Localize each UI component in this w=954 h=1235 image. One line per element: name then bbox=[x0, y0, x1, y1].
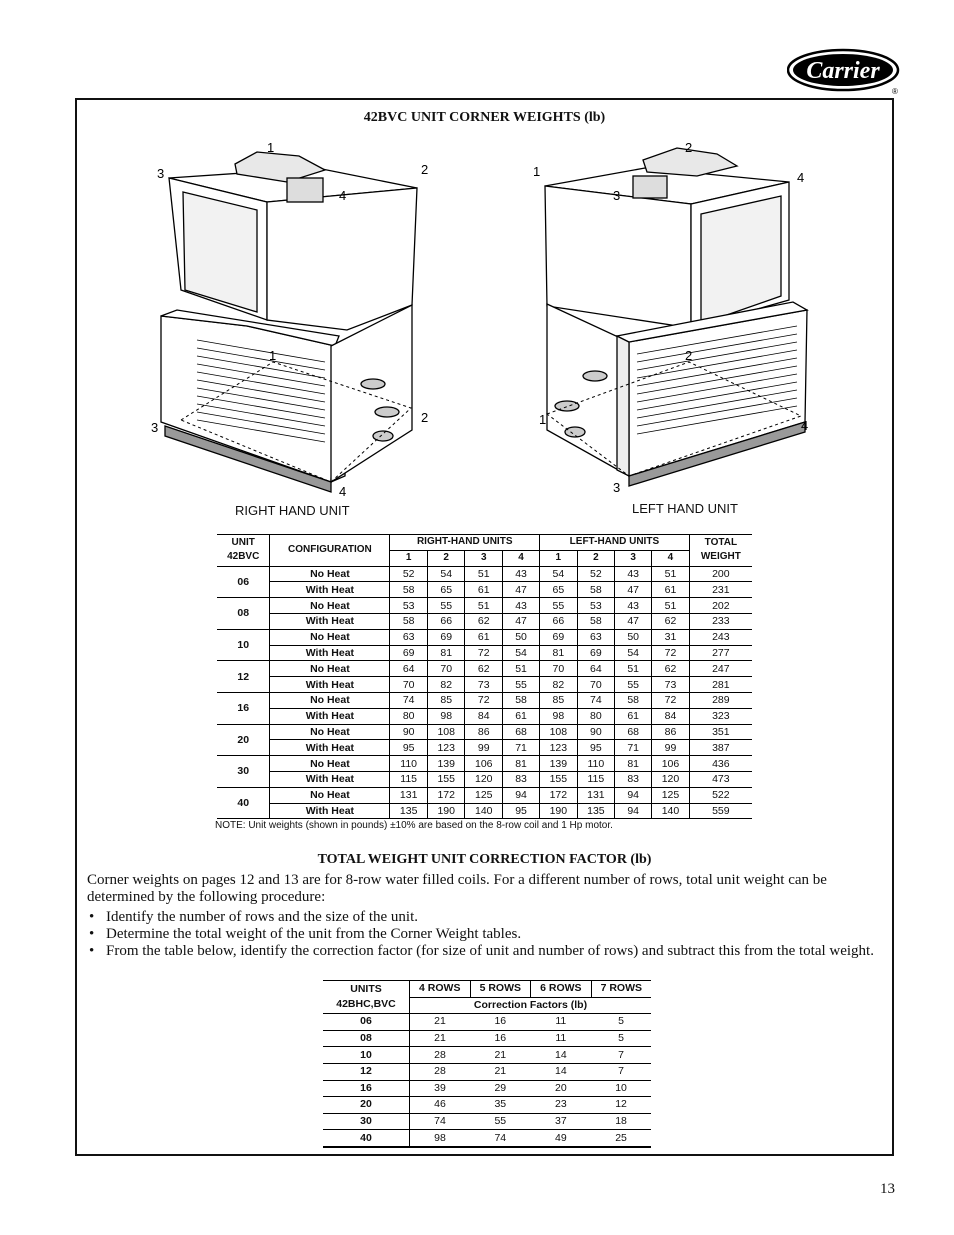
lh-weight-cell: 65 bbox=[540, 582, 578, 598]
rh-weight-cell: 73 bbox=[465, 677, 503, 693]
lh-weight-cell: 81 bbox=[540, 645, 578, 661]
procedure-step bbox=[87, 926, 887, 943]
rh-weight-cell: 74 bbox=[390, 692, 428, 708]
rh-weight-cell: 139 bbox=[427, 756, 465, 772]
lh-weight-cell: 131 bbox=[577, 787, 615, 803]
correction-factor-cell: 21 bbox=[494, 1048, 507, 1061]
svg-text:2: 2 bbox=[685, 348, 693, 363]
svg-text:2: 2 bbox=[421, 410, 429, 425]
table-row bbox=[217, 803, 752, 819]
table-row bbox=[217, 677, 752, 693]
content-frame bbox=[75, 98, 894, 1156]
rh-weight-cell: 172 bbox=[427, 787, 465, 803]
table-row bbox=[323, 1063, 651, 1080]
lh-weight-cell: 54 bbox=[540, 566, 578, 582]
unit-size-cell: 40 bbox=[323, 1130, 410, 1147]
lh-weight-cell: 140 bbox=[652, 803, 690, 819]
lh-weight-cell: 110 bbox=[577, 756, 615, 772]
lh-weight-cell: 73 bbox=[652, 677, 690, 693]
configuration-cell: No Heat bbox=[270, 661, 390, 677]
units-header: UNITS 42BHC,BVC bbox=[323, 981, 410, 1014]
rh-weight-cell: 53 bbox=[390, 598, 428, 614]
table-row bbox=[217, 629, 752, 645]
svg-text:4: 4 bbox=[797, 170, 805, 185]
total-weight-cell: 243 bbox=[689, 629, 752, 645]
rh-weight-cell: 69 bbox=[427, 629, 465, 645]
rh-weight-cell: 55 bbox=[503, 677, 540, 693]
correction-factor-cell: 35 bbox=[494, 1098, 507, 1111]
rh-weight-cell: 110 bbox=[390, 756, 428, 772]
lh-weight-cell: 90 bbox=[577, 724, 615, 740]
rows-header-4: 4 ROWS bbox=[410, 981, 471, 998]
configuration-cell: With Heat bbox=[270, 771, 390, 787]
bullet-icon: • bbox=[89, 909, 95, 925]
rh-weight-cell: 80 bbox=[390, 708, 428, 724]
configuration-cell: With Heat bbox=[270, 582, 390, 598]
lh-weight-cell: 54 bbox=[615, 645, 652, 661]
rh-weight-cell: 69 bbox=[390, 645, 428, 661]
lh-weight-cell: 94 bbox=[615, 803, 652, 819]
rh-weight-cell: 50 bbox=[503, 629, 540, 645]
svg-text:3: 3 bbox=[613, 188, 621, 203]
lh-weight-cell: 190 bbox=[540, 803, 578, 819]
lh-weight-cell: 52 bbox=[577, 566, 615, 582]
svg-text:4: 4 bbox=[339, 188, 347, 203]
rh-weight-cell: 61 bbox=[503, 708, 540, 724]
lh-weight-cell: 43 bbox=[615, 598, 652, 614]
total-weight-cell: 289 bbox=[689, 692, 752, 708]
rh-weight-cell: 70 bbox=[390, 677, 428, 693]
table-row bbox=[323, 1014, 651, 1031]
rh-corner-3-header: 3 bbox=[465, 550, 503, 566]
table-row bbox=[323, 1130, 651, 1147]
lh-weight-cell: 69 bbox=[540, 629, 578, 645]
procedure-step-text: From the table below, identify the correction factor (for size of unit and number of rows) and subtract this from the total weight. bbox=[106, 943, 874, 959]
rh-weight-cell: 81 bbox=[503, 756, 540, 772]
svg-text:1: 1 bbox=[267, 140, 275, 155]
correction-factor-cell: 46 bbox=[434, 1098, 446, 1111]
lh-corner-1-header: 1 bbox=[540, 550, 578, 566]
correction-factor-cell: 21 bbox=[434, 1032, 446, 1045]
table-row bbox=[323, 1113, 651, 1130]
rh-weight-cell: 62 bbox=[465, 661, 503, 677]
rh-weight-cell: 58 bbox=[503, 692, 540, 708]
svg-text:1: 1 bbox=[533, 164, 541, 179]
procedure-step bbox=[87, 909, 887, 926]
rows-header-6: 6 ROWS bbox=[531, 981, 592, 998]
unit-size-cell: 10 bbox=[217, 629, 270, 661]
lh-weight-cell: 64 bbox=[577, 661, 615, 677]
correction-factor-cell: 20 bbox=[554, 1081, 567, 1094]
rh-weight-cell: 85 bbox=[427, 692, 465, 708]
rh-weight-cell: 108 bbox=[427, 724, 465, 740]
correction-factor-cell: 74 bbox=[494, 1131, 507, 1144]
correction-factors-subheader: Correction Factors (lb) bbox=[410, 997, 652, 1014]
table-row bbox=[217, 692, 752, 708]
configuration-cell: No Heat bbox=[270, 724, 390, 740]
right-hand-unit-caption: RIGHT HAND UNIT bbox=[235, 503, 350, 518]
total-weight-header: TOTAL WEIGHT bbox=[700, 537, 741, 563]
rh-weight-cell: 70 bbox=[427, 661, 465, 677]
correction-factor-cell: 21 bbox=[494, 1065, 507, 1078]
unit-size-cell: 30 bbox=[217, 756, 270, 788]
procedure-list bbox=[87, 909, 887, 960]
lh-weight-cell: 31 bbox=[652, 629, 690, 645]
correction-factor-cell: 74 bbox=[434, 1115, 446, 1128]
lh-weight-cell: 51 bbox=[652, 598, 690, 614]
table-row bbox=[217, 787, 752, 803]
correction-factor-cell: 49 bbox=[554, 1131, 567, 1144]
rh-weight-cell: 86 bbox=[465, 724, 503, 740]
svg-text:4: 4 bbox=[339, 484, 347, 499]
lh-weight-cell: 62 bbox=[652, 661, 690, 677]
lh-weight-cell: 74 bbox=[577, 692, 615, 708]
rh-weight-cell: 51 bbox=[503, 661, 540, 677]
bullet-icon: • bbox=[89, 926, 95, 942]
svg-text:1: 1 bbox=[269, 348, 277, 363]
total-weight-cell: 277 bbox=[712, 646, 730, 659]
rh-corner-1-header: 1 bbox=[390, 550, 428, 566]
lh-weight-cell: 58 bbox=[577, 582, 615, 598]
total-weight-cell: 200 bbox=[689, 566, 752, 582]
unit-size-cell: 12 bbox=[217, 661, 270, 693]
registered-mark: ® bbox=[892, 87, 898, 96]
lh-weight-cell: 80 bbox=[577, 708, 615, 724]
correction-factors-table bbox=[323, 980, 651, 1148]
weights-note: NOTE: Unit weights (shown in pounds) ±10% are based on the 8-row coil and 1 Hp motor. bbox=[215, 820, 613, 831]
correction-factor-cell: 25 bbox=[615, 1131, 627, 1144]
table-row bbox=[217, 566, 752, 582]
lh-weight-cell: 61 bbox=[615, 708, 652, 724]
correction-factor-cell: 14 bbox=[554, 1048, 567, 1061]
lh-weight-cell: 71 bbox=[615, 740, 652, 756]
lh-weight-cell: 98 bbox=[540, 708, 578, 724]
lh-weight-cell: 51 bbox=[615, 661, 652, 677]
rh-weight-cell: 123 bbox=[427, 740, 465, 756]
rh-weight-cell: 99 bbox=[465, 740, 503, 756]
configuration-cell: No Heat bbox=[270, 629, 390, 645]
lh-weight-cell: 69 bbox=[577, 645, 615, 661]
lh-weight-cell: 62 bbox=[652, 613, 690, 629]
configuration-cell: With Heat bbox=[270, 740, 390, 756]
lh-weight-cell: 55 bbox=[615, 677, 652, 693]
table-row bbox=[217, 598, 752, 614]
procedure-step-text: Identify the number of rows and the size of the unit. bbox=[106, 909, 418, 925]
configuration-header: CONFIGURATION bbox=[270, 535, 390, 567]
correction-factor-title: TOTAL WEIGHT UNIT CORRECTION FACTOR (lb) bbox=[317, 852, 652, 867]
lh-weight-cell: 94 bbox=[615, 787, 652, 803]
correction-factor-cell: 14 bbox=[554, 1065, 567, 1078]
rh-weight-cell: 43 bbox=[503, 566, 540, 582]
configuration-cell: With Heat bbox=[270, 708, 390, 724]
correction-factor-cell: 21 bbox=[434, 1015, 446, 1028]
unit-size-cell: 30 bbox=[323, 1113, 410, 1130]
rh-weight-cell: 135 bbox=[390, 803, 428, 819]
rh-weight-cell: 51 bbox=[465, 598, 503, 614]
bullet-icon: • bbox=[89, 943, 95, 959]
total-weight-cell: 473 bbox=[712, 773, 730, 786]
procedure-step-text: Determine the total weight of the unit from the Corner Weight tables. bbox=[106, 926, 522, 942]
correction-factor-cell: 7 bbox=[618, 1048, 624, 1061]
rh-weight-cell: 58 bbox=[390, 613, 428, 629]
correction-factor-cell: 18 bbox=[615, 1115, 627, 1128]
rh-weight-cell: 83 bbox=[503, 771, 540, 787]
total-weight-cell: 522 bbox=[689, 787, 752, 803]
svg-text:3: 3 bbox=[151, 420, 159, 435]
unit-size-cell: 16 bbox=[323, 1080, 410, 1097]
rh-corner-4-header: 4 bbox=[503, 550, 540, 566]
lh-weight-cell: 66 bbox=[540, 613, 578, 629]
rh-weight-cell: 131 bbox=[390, 787, 428, 803]
lh-weight-cell: 95 bbox=[577, 740, 615, 756]
lh-weight-cell: 50 bbox=[615, 629, 652, 645]
lh-weight-cell: 72 bbox=[652, 692, 690, 708]
table-row bbox=[217, 613, 752, 629]
lh-weight-cell: 86 bbox=[652, 724, 690, 740]
page-number: 13 bbox=[880, 1181, 895, 1197]
lh-weight-cell: 61 bbox=[652, 582, 690, 598]
lh-corner-3-header: 3 bbox=[615, 550, 652, 566]
lh-weight-cell: 70 bbox=[540, 661, 578, 677]
lh-weight-cell: 51 bbox=[652, 566, 690, 582]
lh-weight-cell: 135 bbox=[577, 803, 615, 819]
unit-size-cell: 16 bbox=[217, 692, 270, 724]
right-hand-units-header: RIGHT-HAND UNITS bbox=[390, 535, 540, 551]
lh-weight-cell: 125 bbox=[652, 787, 690, 803]
table-row bbox=[217, 645, 752, 661]
left-hand-unit-drawing bbox=[545, 148, 807, 486]
configuration-cell: With Heat bbox=[270, 803, 390, 819]
total-weight-cell: 387 bbox=[712, 741, 730, 754]
rh-weight-cell: 82 bbox=[427, 677, 465, 693]
svg-text:1: 1 bbox=[539, 412, 547, 427]
correction-factor-cell: 55 bbox=[494, 1115, 507, 1128]
correction-factor-cell: 98 bbox=[434, 1131, 446, 1144]
rh-weight-cell: 54 bbox=[427, 566, 465, 582]
lh-weight-cell: 139 bbox=[540, 756, 578, 772]
configuration-cell: No Heat bbox=[270, 598, 390, 614]
lh-weight-cell: 63 bbox=[577, 629, 615, 645]
lh-weight-cell: 123 bbox=[540, 740, 578, 756]
rh-weight-cell: 120 bbox=[465, 771, 503, 787]
configuration-cell: With Heat bbox=[270, 645, 390, 661]
total-weight-cell: 323 bbox=[712, 710, 730, 723]
total-weight-cell: 202 bbox=[689, 598, 752, 614]
table-row bbox=[323, 1080, 651, 1097]
rh-corner-2-header: 2 bbox=[427, 550, 465, 566]
rh-weight-cell: 54 bbox=[503, 645, 540, 661]
rh-weight-cell: 125 bbox=[465, 787, 503, 803]
right-hand-unit-drawing bbox=[161, 152, 417, 492]
rh-weight-cell: 90 bbox=[390, 724, 428, 740]
table-row bbox=[217, 661, 752, 677]
lh-weight-cell: 55 bbox=[540, 598, 578, 614]
rh-weight-cell: 47 bbox=[503, 582, 540, 598]
correction-factor-cell: 23 bbox=[554, 1098, 567, 1111]
lh-weight-cell: 58 bbox=[615, 692, 652, 708]
table-row bbox=[217, 582, 752, 598]
unit-size-cell: 08 bbox=[217, 598, 270, 630]
lh-weight-cell: 68 bbox=[615, 724, 652, 740]
rh-weight-cell: 71 bbox=[503, 740, 540, 756]
configuration-cell: No Heat bbox=[270, 756, 390, 772]
unit-size-cell: 08 bbox=[323, 1030, 410, 1047]
lh-corner-2-header: 2 bbox=[577, 550, 615, 566]
correction-factor-cell: 5 bbox=[618, 1032, 624, 1045]
left-hand-units-header: LEFT-HAND UNITS bbox=[540, 535, 690, 551]
table-row bbox=[323, 1047, 651, 1064]
total-weight-cell: 233 bbox=[712, 615, 730, 628]
lh-weight-cell: 43 bbox=[615, 566, 652, 582]
table-row bbox=[217, 756, 752, 772]
rh-weight-cell: 68 bbox=[503, 724, 540, 740]
unit-size-cell: 20 bbox=[217, 724, 270, 756]
correction-intro bbox=[87, 872, 887, 960]
rh-weight-cell: 43 bbox=[503, 598, 540, 614]
procedure-step bbox=[87, 943, 887, 960]
total-weight-cell: 351 bbox=[689, 724, 752, 740]
unit-header: UNIT 42BVC bbox=[217, 535, 270, 567]
lh-weight-cell: 172 bbox=[540, 787, 578, 803]
unit-size-cell: 10 bbox=[323, 1047, 410, 1064]
configuration-cell: No Heat bbox=[270, 787, 390, 803]
unit-size-cell: 06 bbox=[217, 566, 270, 598]
table-row bbox=[217, 740, 752, 756]
svg-text:3: 3 bbox=[157, 166, 165, 181]
carrier-logo bbox=[787, 48, 903, 96]
lh-weight-cell: 47 bbox=[615, 613, 652, 629]
left-hand-unit-caption: LEFT HAND UNIT bbox=[632, 501, 738, 516]
rh-weight-cell: 62 bbox=[465, 613, 503, 629]
lh-weight-cell: 81 bbox=[615, 756, 652, 772]
correction-factor-cell: 5 bbox=[618, 1015, 624, 1028]
svg-text:2: 2 bbox=[421, 162, 429, 177]
rh-weight-cell: 84 bbox=[465, 708, 503, 724]
rh-weight-cell: 190 bbox=[427, 803, 465, 819]
rh-weight-cell: 51 bbox=[465, 566, 503, 582]
rh-weight-cell: 81 bbox=[427, 645, 465, 661]
rh-weight-cell: 65 bbox=[427, 582, 465, 598]
lh-weight-cell: 155 bbox=[540, 771, 578, 787]
configuration-cell: With Heat bbox=[270, 613, 390, 629]
correction-factor-cell: 11 bbox=[555, 1032, 567, 1045]
unit-diagrams bbox=[77, 130, 892, 530]
table-row bbox=[323, 1097, 651, 1114]
correction-factor-cell: 39 bbox=[434, 1081, 446, 1094]
rh-weight-cell: 63 bbox=[390, 629, 428, 645]
lh-weight-cell: 47 bbox=[615, 582, 652, 598]
rh-weight-cell: 140 bbox=[465, 803, 503, 819]
correction-factor-cell: 7 bbox=[618, 1065, 624, 1078]
intro-paragraph: Corner weights on pages 12 and 13 are for 8-row water filled coils. For a different number of rows, total unit weight can be determined by the following procedure: bbox=[87, 872, 827, 905]
lh-weight-cell: 58 bbox=[577, 613, 615, 629]
rows-header-5: 5 ROWS bbox=[470, 981, 531, 998]
rh-weight-cell: 55 bbox=[427, 598, 465, 614]
table-row bbox=[217, 724, 752, 740]
rows-header-7: 7 ROWS bbox=[600, 982, 642, 995]
rh-weight-cell: 72 bbox=[465, 692, 503, 708]
total-weight-cell: 436 bbox=[689, 756, 752, 772]
corner-weights-table bbox=[217, 534, 752, 819]
lh-weight-cell: 120 bbox=[652, 771, 690, 787]
rh-weight-cell: 155 bbox=[427, 771, 465, 787]
rh-weight-cell: 94 bbox=[503, 787, 540, 803]
total-weight-cell: 281 bbox=[712, 678, 730, 691]
rh-weight-cell: 106 bbox=[465, 756, 503, 772]
correction-factor-cell: 37 bbox=[554, 1115, 567, 1128]
unit-size-cell: 12 bbox=[323, 1063, 410, 1080]
unit-size-cell: 06 bbox=[323, 1014, 410, 1031]
table-row bbox=[323, 1030, 651, 1047]
correction-factor-cell: 28 bbox=[434, 1048, 446, 1061]
table-row bbox=[217, 708, 752, 724]
correction-factor-cell: 12 bbox=[615, 1098, 627, 1111]
lh-weight-cell: 72 bbox=[652, 645, 690, 661]
svg-text:4: 4 bbox=[801, 418, 809, 433]
svg-text:3: 3 bbox=[613, 480, 621, 495]
rh-weight-cell: 52 bbox=[390, 566, 428, 582]
correction-factor-cell: 29 bbox=[494, 1081, 507, 1094]
correction-factor-cell: 28 bbox=[434, 1065, 446, 1078]
rh-weight-cell: 115 bbox=[390, 771, 428, 787]
rh-weight-cell: 64 bbox=[390, 661, 428, 677]
total-weight-cell: 559 bbox=[712, 804, 730, 817]
correction-factor-cell: 16 bbox=[494, 1015, 507, 1028]
rh-weight-cell: 61 bbox=[465, 582, 503, 598]
correction-factor-cell: 11 bbox=[555, 1015, 567, 1028]
logo-text: Carrier bbox=[806, 58, 880, 84]
unit-size-cell: 20 bbox=[323, 1097, 410, 1114]
lh-weight-cell: 85 bbox=[540, 692, 578, 708]
table-row bbox=[217, 771, 752, 787]
rh-weight-cell: 66 bbox=[427, 613, 465, 629]
rh-weight-cell: 95 bbox=[390, 740, 428, 756]
rh-weight-cell: 47 bbox=[503, 613, 540, 629]
lh-weight-cell: 82 bbox=[540, 677, 578, 693]
rh-weight-cell: 58 bbox=[390, 582, 428, 598]
correction-factor-cell: 10 bbox=[615, 1081, 627, 1094]
configuration-cell: With Heat bbox=[270, 677, 390, 693]
lh-weight-cell: 106 bbox=[652, 756, 690, 772]
lh-weight-cell: 84 bbox=[652, 708, 690, 724]
total-weight-cell: 247 bbox=[689, 661, 752, 677]
lh-weight-cell: 108 bbox=[540, 724, 578, 740]
configuration-cell: No Heat bbox=[270, 692, 390, 708]
lh-corner-4-header: 4 bbox=[652, 550, 690, 566]
rh-weight-cell: 98 bbox=[427, 708, 465, 724]
svg-text:2: 2 bbox=[685, 140, 693, 155]
lh-weight-cell: 115 bbox=[577, 771, 615, 787]
lh-weight-cell: 99 bbox=[652, 740, 690, 756]
lh-weight-cell: 70 bbox=[577, 677, 615, 693]
unit-size-cell: 40 bbox=[217, 787, 270, 819]
total-weight-cell: 231 bbox=[712, 583, 730, 596]
correction-factor-cell: 16 bbox=[494, 1032, 507, 1045]
configuration-cell: No Heat bbox=[270, 566, 390, 582]
lh-weight-cell: 83 bbox=[615, 771, 652, 787]
corner-weights-title: 42BVC UNIT CORNER WEIGHTS (lb) bbox=[363, 110, 606, 125]
rh-weight-cell: 61 bbox=[465, 629, 503, 645]
lh-weight-cell: 53 bbox=[577, 598, 615, 614]
rh-weight-cell: 95 bbox=[503, 803, 540, 819]
rh-weight-cell: 72 bbox=[465, 645, 503, 661]
